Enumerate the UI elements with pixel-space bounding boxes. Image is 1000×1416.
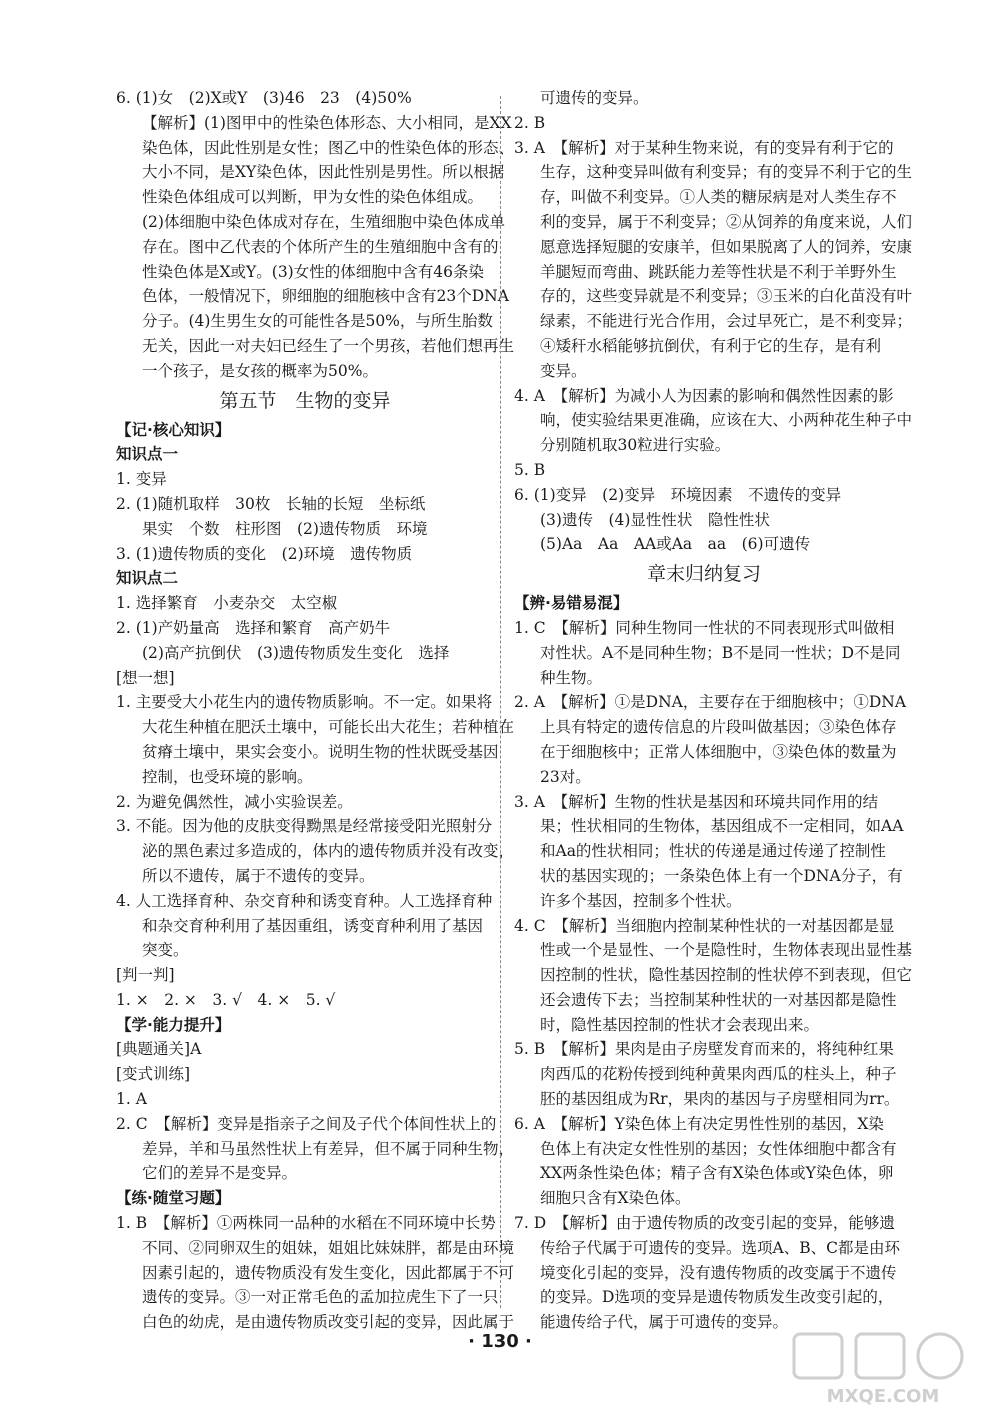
analysis-line: 染色体，因此性别是女性；图乙中的性染色体的形态、 xyxy=(142,138,515,157)
subheading: [判一判] xyxy=(116,966,175,985)
answer-line: 6. (1)变异 (2)变异 环境因素 不遗传的变异 xyxy=(514,485,842,504)
answer-line: 差异，羊和马虽然性状上有差异，但不属于同种生物， xyxy=(142,1139,515,1158)
answer-line: 许多个基因，控制多个性状。 xyxy=(540,891,742,910)
answer-line: 存的，这些变异就是不利变异；③玉米的白化苗没有叶 xyxy=(540,287,913,306)
answer-line: 色体上有决定女性性别的基因；女性体细胞中都含有 xyxy=(540,1139,897,1158)
subheading: [变式训练] xyxy=(116,1065,191,1084)
answer-line: 3. 不能。因为他的皮肤变得黝黑是经常接受阳光照射分 xyxy=(116,817,493,836)
answer-line: [典题通关]A xyxy=(116,1040,202,1059)
answer-line: 变异。 xyxy=(540,361,587,380)
answer-line: 2. C 【解析】变异是指亲子之间及子代个体间性状上的 xyxy=(116,1114,497,1133)
analysis-line: 存在。图中乙代表的个体所产生的生殖细胞中含有的 xyxy=(142,237,499,256)
answer-line: 泌的黑色素过多造成的，体内的遗传物质并没有改变， xyxy=(142,842,515,861)
answer-line: 大花生种植在肥沃土壤中，可能长出大花生；若种植在 xyxy=(142,718,515,737)
answer-line: 1. C 【解析】同种生物同一性状的不同表现形式叫做相 xyxy=(514,618,895,637)
answer-line: 4. 人工选择育种、杂交育种和诱变育种。人工选择育种 xyxy=(116,891,493,910)
answer-line: 羊腿短而弯曲、跳跃能力差等性状是不利于羊野外生 xyxy=(540,262,897,281)
answer-line: 对性状。A不是同种生物；B不是同一性状；D不是同 xyxy=(540,643,901,662)
answer-line: 7. D 【解析】由于遗传物质的改变引起的变异，能够遗 xyxy=(514,1214,895,1233)
answer-line: 存，叫做不利变异。①人类的糖尿病是对人类生存不 xyxy=(540,188,897,207)
answer-line: 上具有特定的遗传信息的片段叫做基因；③染色体存 xyxy=(540,718,897,737)
analysis-line: 性染色体是X或Y。(3)女性的体细胞中含有46条染 xyxy=(142,262,484,281)
answer-line: 性或一个是显性、一个是隐性时，生物体表现出显性基 xyxy=(540,941,913,960)
answer-line: 生存，这种变异叫做有利变异；有的变异不利于它的生 xyxy=(540,163,913,182)
answer-line: 2. A 【解析】①是DNA，主要存在于细胞核中；①DNA xyxy=(514,693,907,712)
answer-line: 5. B xyxy=(514,460,546,479)
answer-line: 1. 主要受大小花生内的遗传物质影响。不一定。如果将 xyxy=(116,693,493,712)
answer-line: 在于细胞核中；正常人体细胞中，③染色体的数量为 xyxy=(540,742,897,761)
answer-line: 1. A xyxy=(116,1090,147,1109)
answer-line: 23对。 xyxy=(540,767,591,786)
answer-line: 和Aa的性状相同；性状的传递是通过传递了控制性 xyxy=(540,842,886,861)
answer-line: 响，使实验结果更准确，应该在大、小两种花生种子中 xyxy=(540,411,913,430)
right-column xyxy=(514,86,913,1335)
answer-line: 遗传的变异。③一对正常毛色的孟加拉虎生下了一只 xyxy=(142,1288,499,1307)
answer-line: 种生物。 xyxy=(540,668,603,687)
answer-line: 因素引起的，遗传物质没有发生变化，因此都属于不可 xyxy=(142,1263,515,1282)
answer-line: 5. B 【解析】果肉是由子房壁发育而来的，将纯种红果 xyxy=(514,1040,894,1059)
watermark-text: MXQE.COM xyxy=(826,1386,940,1407)
answer-line: 6. A 【解析】Y染色体上有决定男性性别的基因，X染 xyxy=(514,1114,884,1133)
answer-line: 绿素，不能进行光合作用，会过早死亡，是不利变异； xyxy=(540,312,913,331)
page-number-value: 130 xyxy=(481,1331,519,1352)
analysis-line: 大小不同，是XY染色体，因此性别是男性。所以根据 xyxy=(142,163,505,182)
answer-line: 时，隐性基因控制的性状才会表现出来。 xyxy=(540,1015,820,1034)
answer-line: 2. 为避免偶然性，减小实验误差。 xyxy=(116,792,353,811)
answer-line: 突变。 xyxy=(142,941,189,960)
answer-line: (2)高产抗倒伏 (3)遗传物质发生变化 选择 xyxy=(142,643,450,662)
section-heading: 【记·核心知识】 xyxy=(116,420,231,439)
analysis-line: 分子。(4)生男生女的可能性各是50%，与所生胎数 xyxy=(142,312,493,331)
answer-line: (3)遗传 (4)显性性状 隐性性状 xyxy=(540,510,770,529)
answer-line: 传给子代属于可遗传的变异。选项A、B、C都是由环 xyxy=(540,1238,900,1257)
section-heading: 【学·能力提升】 xyxy=(116,1015,231,1034)
answer-line: 果实 个数 柱形图 (2)遗传物质 环境 xyxy=(142,519,428,538)
answer-line: (5)Aa Aa AA或Aa aa (6)可遗传 xyxy=(540,535,811,554)
answer-line: 肉西瓜的花粉传授到纯种黄果肉西瓜的柱头上，种子 xyxy=(540,1065,897,1084)
answer-line: 3. A 【解析】对于某种生物来说，有的变异有利于它的 xyxy=(514,138,894,157)
answer-line: 4. C 【解析】当细胞内控制某种性状的一对基因都是显 xyxy=(514,916,895,935)
section-heading: 【辨·易错易混】 xyxy=(514,594,629,613)
answer-line: 6. (1)女 (2)X或Y (3)46 23 (4)50% xyxy=(116,89,412,107)
answer-line: 利的变异，属于不利变异；②从饲养的角度来说，人们 xyxy=(540,212,913,231)
section-title: 第五节 生物的变异 xyxy=(219,389,391,412)
answer-line: 4. A 【解析】为减小人为因素的影响和偶然性因素的影 xyxy=(514,386,894,405)
answer-line: 贫瘠土壤中，果实会变小。说明生物的性状既受基因 xyxy=(142,742,499,761)
answer-line: 胚的基因组成为Rr，果肉的基因与子房壁相同为rr。 xyxy=(540,1090,900,1109)
answer-line: 1. × 2. × 3. √ 4. × 5. √ xyxy=(116,990,336,1009)
section-heading: 【练·随堂习题】 xyxy=(116,1189,231,1208)
watermark-logo xyxy=(788,1330,978,1410)
analysis-line: 性染色体组成可以判断，甲为女性的染色体组成。 xyxy=(142,188,484,207)
answer-line: XX两条性染色体；精子含有X染色体或Y染色体，卵 xyxy=(540,1164,894,1183)
answer-line: 不同、②同卵双生的姐妹，姐姐比妹妹胖，都是由环境 xyxy=(142,1238,515,1257)
section-title: 章末归纳复习 xyxy=(646,563,761,586)
answer-line: 的变异。D选项的变异是遗传物质发生改变引起的， xyxy=(540,1288,894,1307)
answer-line: 果；性状相同的生物体，基因组成不一定相同，如AA xyxy=(540,817,904,836)
answer-line: 白色的幼虎，是由遗传物质改变引起的变异，因此属于 xyxy=(142,1313,515,1332)
answer-line: 所以不遗传，属于不遗传的变异。 xyxy=(142,866,375,885)
left-column xyxy=(116,86,515,1335)
answer-line: 因控制的性状，隐性基因控制的性状停不到表现，但它 xyxy=(540,966,913,985)
answer-line: 控制，也受环境的影响。 xyxy=(142,767,313,786)
answer-line: ④矮秆水稻能够抗倒伏，有利于它的生存，是有利 xyxy=(540,336,882,355)
answer-line: 还会遗传下去；当控制某种性状的一对基因都是隐性 xyxy=(540,990,897,1009)
answer-line: 细胞只含有X染色体。 xyxy=(540,1189,691,1208)
answer-line: 2. B xyxy=(514,113,546,132)
analysis-line: (2)体细胞中染色体成对存在，生殖细胞中染色体成单 xyxy=(142,212,505,231)
answer-line: 1. B 【解析】①两株同一品种的水稻在不同环境中长势 xyxy=(116,1214,496,1233)
answer-line: 愿意选择短腿的安康羊，但如果脱离了人的饲养，安康 xyxy=(540,237,913,256)
page-number: · 130 · xyxy=(468,1331,532,1352)
column-divider xyxy=(500,96,501,1308)
answer-line: 1. 选择繁育 小麦杂交 太空椒 xyxy=(116,594,338,613)
answer-line: 它们的差异不是变异。 xyxy=(142,1164,298,1183)
answer-line: 可遗传的变异。 xyxy=(540,89,649,107)
subheading: 知识点一 xyxy=(116,445,179,464)
answer-line: 3. A 【解析】生物的性状是基因和环境共同作用的结 xyxy=(514,792,879,811)
answer-line: 3. (1)遗传物质的变化 (2)环境 遗传物质 xyxy=(116,544,413,563)
answer-line: 境变化引起的变异，没有遗传物质的改变属于不遗传 xyxy=(540,1263,897,1282)
subheading: [想一想] xyxy=(116,668,175,687)
analysis-line: 无关，因此一对夫妇已经生了一个男孩，若他们想再生 xyxy=(142,336,515,355)
answer-line: 和杂交育种利用了基因重组，诱变育种利用了基因 xyxy=(142,916,484,935)
answer-line: 2. (1)产奶量高 选择和繁育 高产奶牛 xyxy=(116,618,391,637)
answer-line: 1. 变异 xyxy=(116,470,167,489)
analysis-line: 色体，一般情况下，卵细胞的细胞核中含有23个DNA xyxy=(142,287,509,306)
subheading: 知识点二 xyxy=(116,569,179,588)
answer-line: 能遗传给子代，属于可遗传的变异。 xyxy=(540,1313,789,1332)
analysis-line: 【解析】(1)图甲中的性染色体形态、大小相同，是XX xyxy=(142,113,512,132)
analysis-line: 一个孩子，是女孩的概率为50%。 xyxy=(142,361,378,380)
answer-line: 2. (1)随机取样 30枚 长轴的长短 坐标纸 xyxy=(116,494,426,513)
answer-line: 状的基因实现的；一条染色体上有一个DNA分子，有 xyxy=(540,866,903,885)
answer-line: 分别随机取30粒进行实验。 xyxy=(540,436,731,455)
